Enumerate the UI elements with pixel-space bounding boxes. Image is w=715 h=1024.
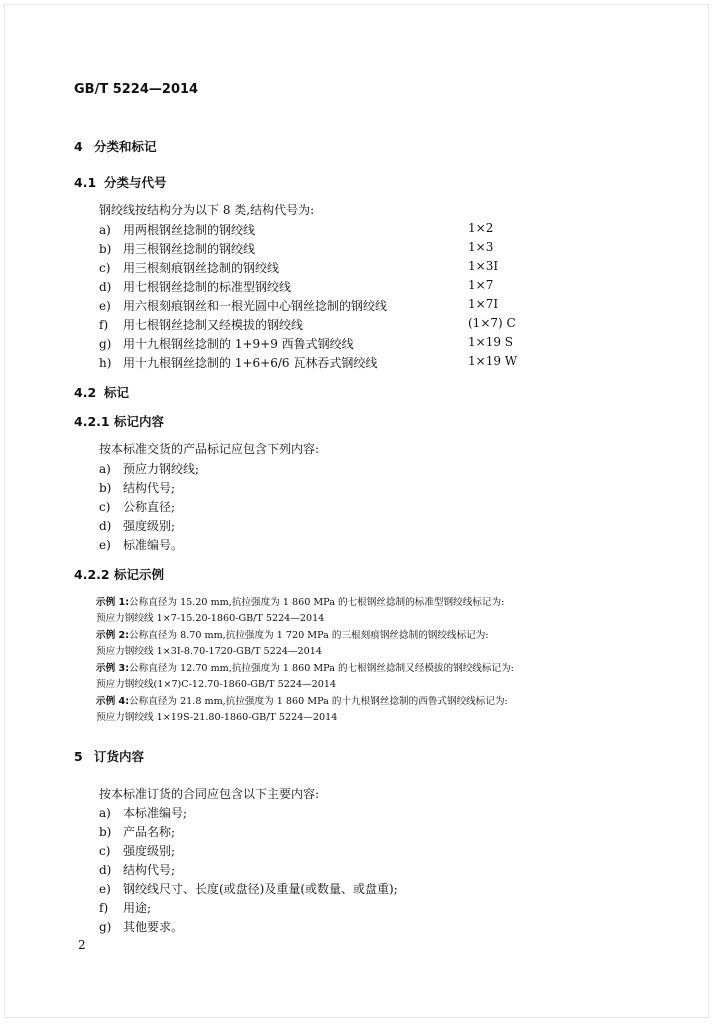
list-item	[99, 479, 175, 496]
order-intro: 按本标准订货的合同应包含以下主要内容:	[99, 787, 320, 801]
item-label: d)	[99, 280, 112, 294]
section-number: 4	[74, 139, 83, 154]
section-title: 订货内容	[94, 749, 145, 764]
item-label: c)	[99, 261, 111, 275]
example-mark: 预应力钢绞线 1×3I-8.70-1720-GB/T 5224—2014	[96, 646, 322, 657]
item-text: 公称直径;	[123, 500, 176, 514]
standard-header: GB/T 5224—2014	[74, 82, 199, 97]
item-label: a)	[99, 806, 111, 820]
list-item	[99, 498, 175, 515]
structure-code: 1×19 S	[468, 335, 513, 349]
list-item	[99, 804, 187, 821]
section-number: 4.2.2	[74, 567, 110, 582]
list-item	[99, 861, 175, 878]
section-number: 4.2	[74, 385, 97, 400]
item-text: 强度级别;	[123, 519, 176, 533]
list-item	[99, 240, 255, 257]
list-item	[99, 297, 387, 314]
item-label: f)	[99, 901, 109, 915]
example-mark: 预应力钢绞线(1×7)C-12.70-1860-GB/T 5224—2014	[96, 679, 337, 690]
item-label: b)	[99, 242, 112, 256]
example-description	[96, 693, 508, 707]
example-description	[96, 627, 489, 641]
example-text: 公称直径为 15.20 mm,抗拉强度为 1 860 MPa 的七根钢丝捻制的标准型钢绞线标记为:	[129, 597, 505, 608]
item-label: g)	[99, 920, 112, 934]
section-title: 标记	[104, 385, 130, 400]
example-text: 公称直径为 8.70 mm,抗拉强度为 1 720 MPa 的三根刻痕钢丝捻制的钢绞线标记为:	[129, 630, 489, 641]
item-label: a)	[99, 223, 111, 237]
example-text: 公称直径为 12.70 mm,抗拉强度为 1 860 MPa 的七根钢丝捻制又经模拔的钢绞线标记为:	[129, 663, 514, 674]
item-label: f)	[99, 318, 109, 332]
list-item	[99, 842, 175, 859]
section-title: 分类和标记	[94, 139, 157, 154]
list-item	[99, 880, 398, 897]
list-item	[99, 918, 183, 935]
classification-intro: 钢绞线按结构分为以下 8 类,结构代号为:	[99, 203, 315, 217]
item-text: 用十九根钢丝捻制的 1+9+9 西鲁式钢绞线	[123, 337, 354, 351]
structure-code: 1×19 W	[468, 354, 518, 368]
section-4-heading	[74, 137, 157, 155]
item-text: 用六根刻痕钢丝和一根光圆中心钢丝捻制的钢绞线	[123, 299, 388, 313]
section-5-heading	[74, 747, 144, 765]
item-text: 用七根钢丝捻制的标准型钢绞线	[123, 280, 292, 294]
item-text: 其他要求。	[123, 920, 184, 934]
list-item	[99, 278, 291, 295]
example-tag: 示例 1:	[96, 597, 130, 608]
structure-code: 1×3I	[468, 259, 499, 273]
example-tag: 示例 4:	[96, 696, 130, 707]
item-text: 钢绞线尺寸、长度(或盘径)及重量(或数量、或盘重);	[123, 882, 398, 896]
example-tag: 示例 2:	[96, 630, 130, 641]
item-label: e)	[99, 299, 111, 313]
section-number: 4.1	[74, 175, 97, 190]
list-item	[99, 536, 183, 553]
item-text: 用途;	[123, 901, 152, 915]
list-item	[99, 259, 279, 276]
example-description	[96, 660, 514, 674]
section-number: 4.2.1	[74, 414, 110, 429]
example-tag: 示例 3:	[96, 663, 130, 674]
item-label: b)	[99, 481, 112, 495]
item-text: 产品名称;	[123, 825, 176, 839]
item-label: e)	[99, 538, 111, 552]
item-label: c)	[99, 844, 111, 858]
structure-code: (1×7) C	[468, 316, 516, 330]
example-text: 公称直径为 21.8 mm,抗拉强度为 1 860 MPa 的十九根钢丝捻制的西鲁式钢绞线标记为:	[129, 696, 508, 707]
item-label: e)	[99, 882, 111, 896]
item-text: 标准编号。	[123, 538, 184, 552]
item-text: 用七根钢丝捻制又经模拔的钢绞线	[123, 318, 304, 332]
item-text: 本标准编号;	[123, 806, 188, 820]
item-label: a)	[99, 462, 111, 476]
section-4-2-heading	[74, 383, 129, 401]
structure-code: 1×3	[468, 240, 494, 254]
list-item	[99, 316, 303, 333]
list-item	[99, 354, 377, 371]
item-text: 强度级别;	[123, 844, 176, 858]
structure-code: 1×7I	[468, 297, 499, 311]
item-text: 用两根钢丝捻制的钢绞线	[123, 223, 256, 237]
list-item	[99, 517, 175, 534]
section-number: 5	[74, 749, 83, 764]
item-label: c)	[99, 500, 111, 514]
list-item	[99, 221, 255, 238]
item-label: d)	[99, 519, 112, 533]
marking-intro: 按本标准交货的产品标记应包含下列内容:	[99, 442, 320, 456]
item-text: 用三根刻痕钢丝捻制的钢绞线	[123, 261, 280, 275]
list-item	[99, 899, 151, 916]
item-label: g)	[99, 337, 112, 351]
example-mark: 预应力钢绞线 1×19S-21.80-1860-GB/T 5224—2014	[96, 712, 338, 723]
item-text: 用十九根钢丝捻制的 1+6+6/6 瓦林吞式钢绞线	[123, 356, 378, 370]
section-title: 分类与代号	[104, 175, 167, 190]
item-label: d)	[99, 863, 112, 877]
list-item	[99, 823, 175, 840]
example-mark: 预应力钢绞线 1×7-15.20-1860-GB/T 5224—2014	[96, 613, 325, 624]
list-item	[99, 460, 199, 477]
item-text: 预应力钢绞线;	[123, 462, 200, 476]
structure-code: 1×2	[468, 221, 494, 235]
list-item	[99, 335, 354, 352]
item-text: 结构代号;	[123, 481, 176, 495]
page-number: 2	[78, 938, 86, 952]
item-text: 结构代号;	[123, 863, 176, 877]
item-label: b)	[99, 825, 112, 839]
section-4-2-2-heading	[74, 565, 164, 583]
section-title: 标记内容	[114, 414, 165, 429]
structure-code: 1×7	[468, 278, 494, 292]
section-4-2-1-heading	[74, 412, 164, 430]
item-label: h)	[99, 356, 112, 370]
section-title: 标记示例	[114, 567, 165, 582]
item-text: 用三根钢丝捻制的钢绞线	[123, 242, 256, 256]
section-4-1-heading	[74, 173, 167, 191]
example-description	[96, 594, 504, 608]
